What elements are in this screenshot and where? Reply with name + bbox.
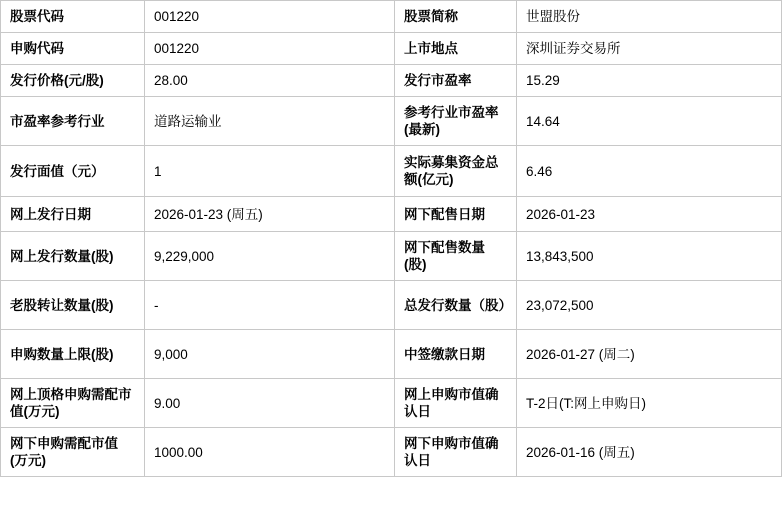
row-label-left: 申购数量上限(股) bbox=[1, 330, 145, 379]
row-label-left: 申购代码 bbox=[1, 33, 145, 65]
row-label-right: 上市地点 bbox=[395, 33, 517, 65]
table-row bbox=[1, 281, 782, 330]
row-label-left: 网上顶格申购需配市值(万元) bbox=[1, 379, 145, 428]
table-row bbox=[1, 97, 782, 146]
row-value-left: 9.00 bbox=[145, 379, 395, 428]
row-label-left: 网上发行数量(股) bbox=[1, 232, 145, 281]
row-value-right: 深圳证券交易所 bbox=[517, 33, 782, 65]
row-label-right: 发行市盈率 bbox=[395, 65, 517, 97]
table-row bbox=[1, 428, 782, 477]
table-row bbox=[1, 1, 782, 33]
row-value-right: 2026-01-16 (周五) bbox=[517, 428, 782, 477]
row-value-left: 1 bbox=[145, 146, 395, 197]
row-value-right: 13,843,500 bbox=[517, 232, 782, 281]
row-value-right: 6.46 bbox=[517, 146, 782, 197]
row-label-left: 发行价格(元/股) bbox=[1, 65, 145, 97]
row-label-right: 参考行业市盈率(最新) bbox=[395, 97, 517, 146]
row-value-left: 28.00 bbox=[145, 65, 395, 97]
row-label-right: 网下配售数量(股) bbox=[395, 232, 517, 281]
table-row bbox=[1, 232, 782, 281]
row-label-left: 网上发行日期 bbox=[1, 197, 145, 232]
row-value-left: 001220 bbox=[145, 1, 395, 33]
row-label-right: 实际募集资金总额(亿元) bbox=[395, 146, 517, 197]
row-value-left: - bbox=[145, 281, 395, 330]
row-value-left: 道路运输业 bbox=[145, 97, 395, 146]
row-label-right: 网上申购市值确认日 bbox=[395, 379, 517, 428]
table-row bbox=[1, 330, 782, 379]
row-value-left: 9,229,000 bbox=[145, 232, 395, 281]
row-label-left: 市盈率参考行业 bbox=[1, 97, 145, 146]
row-label-left: 老股转让数量(股) bbox=[1, 281, 145, 330]
row-value-right: 23,072,500 bbox=[517, 281, 782, 330]
table-row bbox=[1, 146, 782, 197]
row-value-right: 2026-01-23 bbox=[517, 197, 782, 232]
row-value-right: T-2日(T:网上申购日) bbox=[517, 379, 782, 428]
row-value-right: 2026-01-27 (周二) bbox=[517, 330, 782, 379]
row-label-left: 网下申购需配市值(万元) bbox=[1, 428, 145, 477]
table-row bbox=[1, 65, 782, 97]
row-value-left: 001220 bbox=[145, 33, 395, 65]
row-value-left: 9,000 bbox=[145, 330, 395, 379]
row-value-left: 1000.00 bbox=[145, 428, 395, 477]
table-row bbox=[1, 33, 782, 65]
row-label-right: 中签缴款日期 bbox=[395, 330, 517, 379]
row-label-right: 网下申购市值确认日 bbox=[395, 428, 517, 477]
row-value-right: 世盟股份 bbox=[517, 1, 782, 33]
row-value-right: 14.64 bbox=[517, 97, 782, 146]
table-row bbox=[1, 379, 782, 428]
table-row bbox=[1, 197, 782, 232]
row-label-right: 股票简称 bbox=[395, 1, 517, 33]
row-value-right: 15.29 bbox=[517, 65, 782, 97]
row-label-left: 发行面值（元） bbox=[1, 146, 145, 197]
row-label-left: 股票代码 bbox=[1, 1, 145, 33]
row-label-right: 网下配售日期 bbox=[395, 197, 517, 232]
row-value-left: 2026-01-23 (周五) bbox=[145, 197, 395, 232]
row-label-right: 总发行数量（股） bbox=[395, 281, 517, 330]
